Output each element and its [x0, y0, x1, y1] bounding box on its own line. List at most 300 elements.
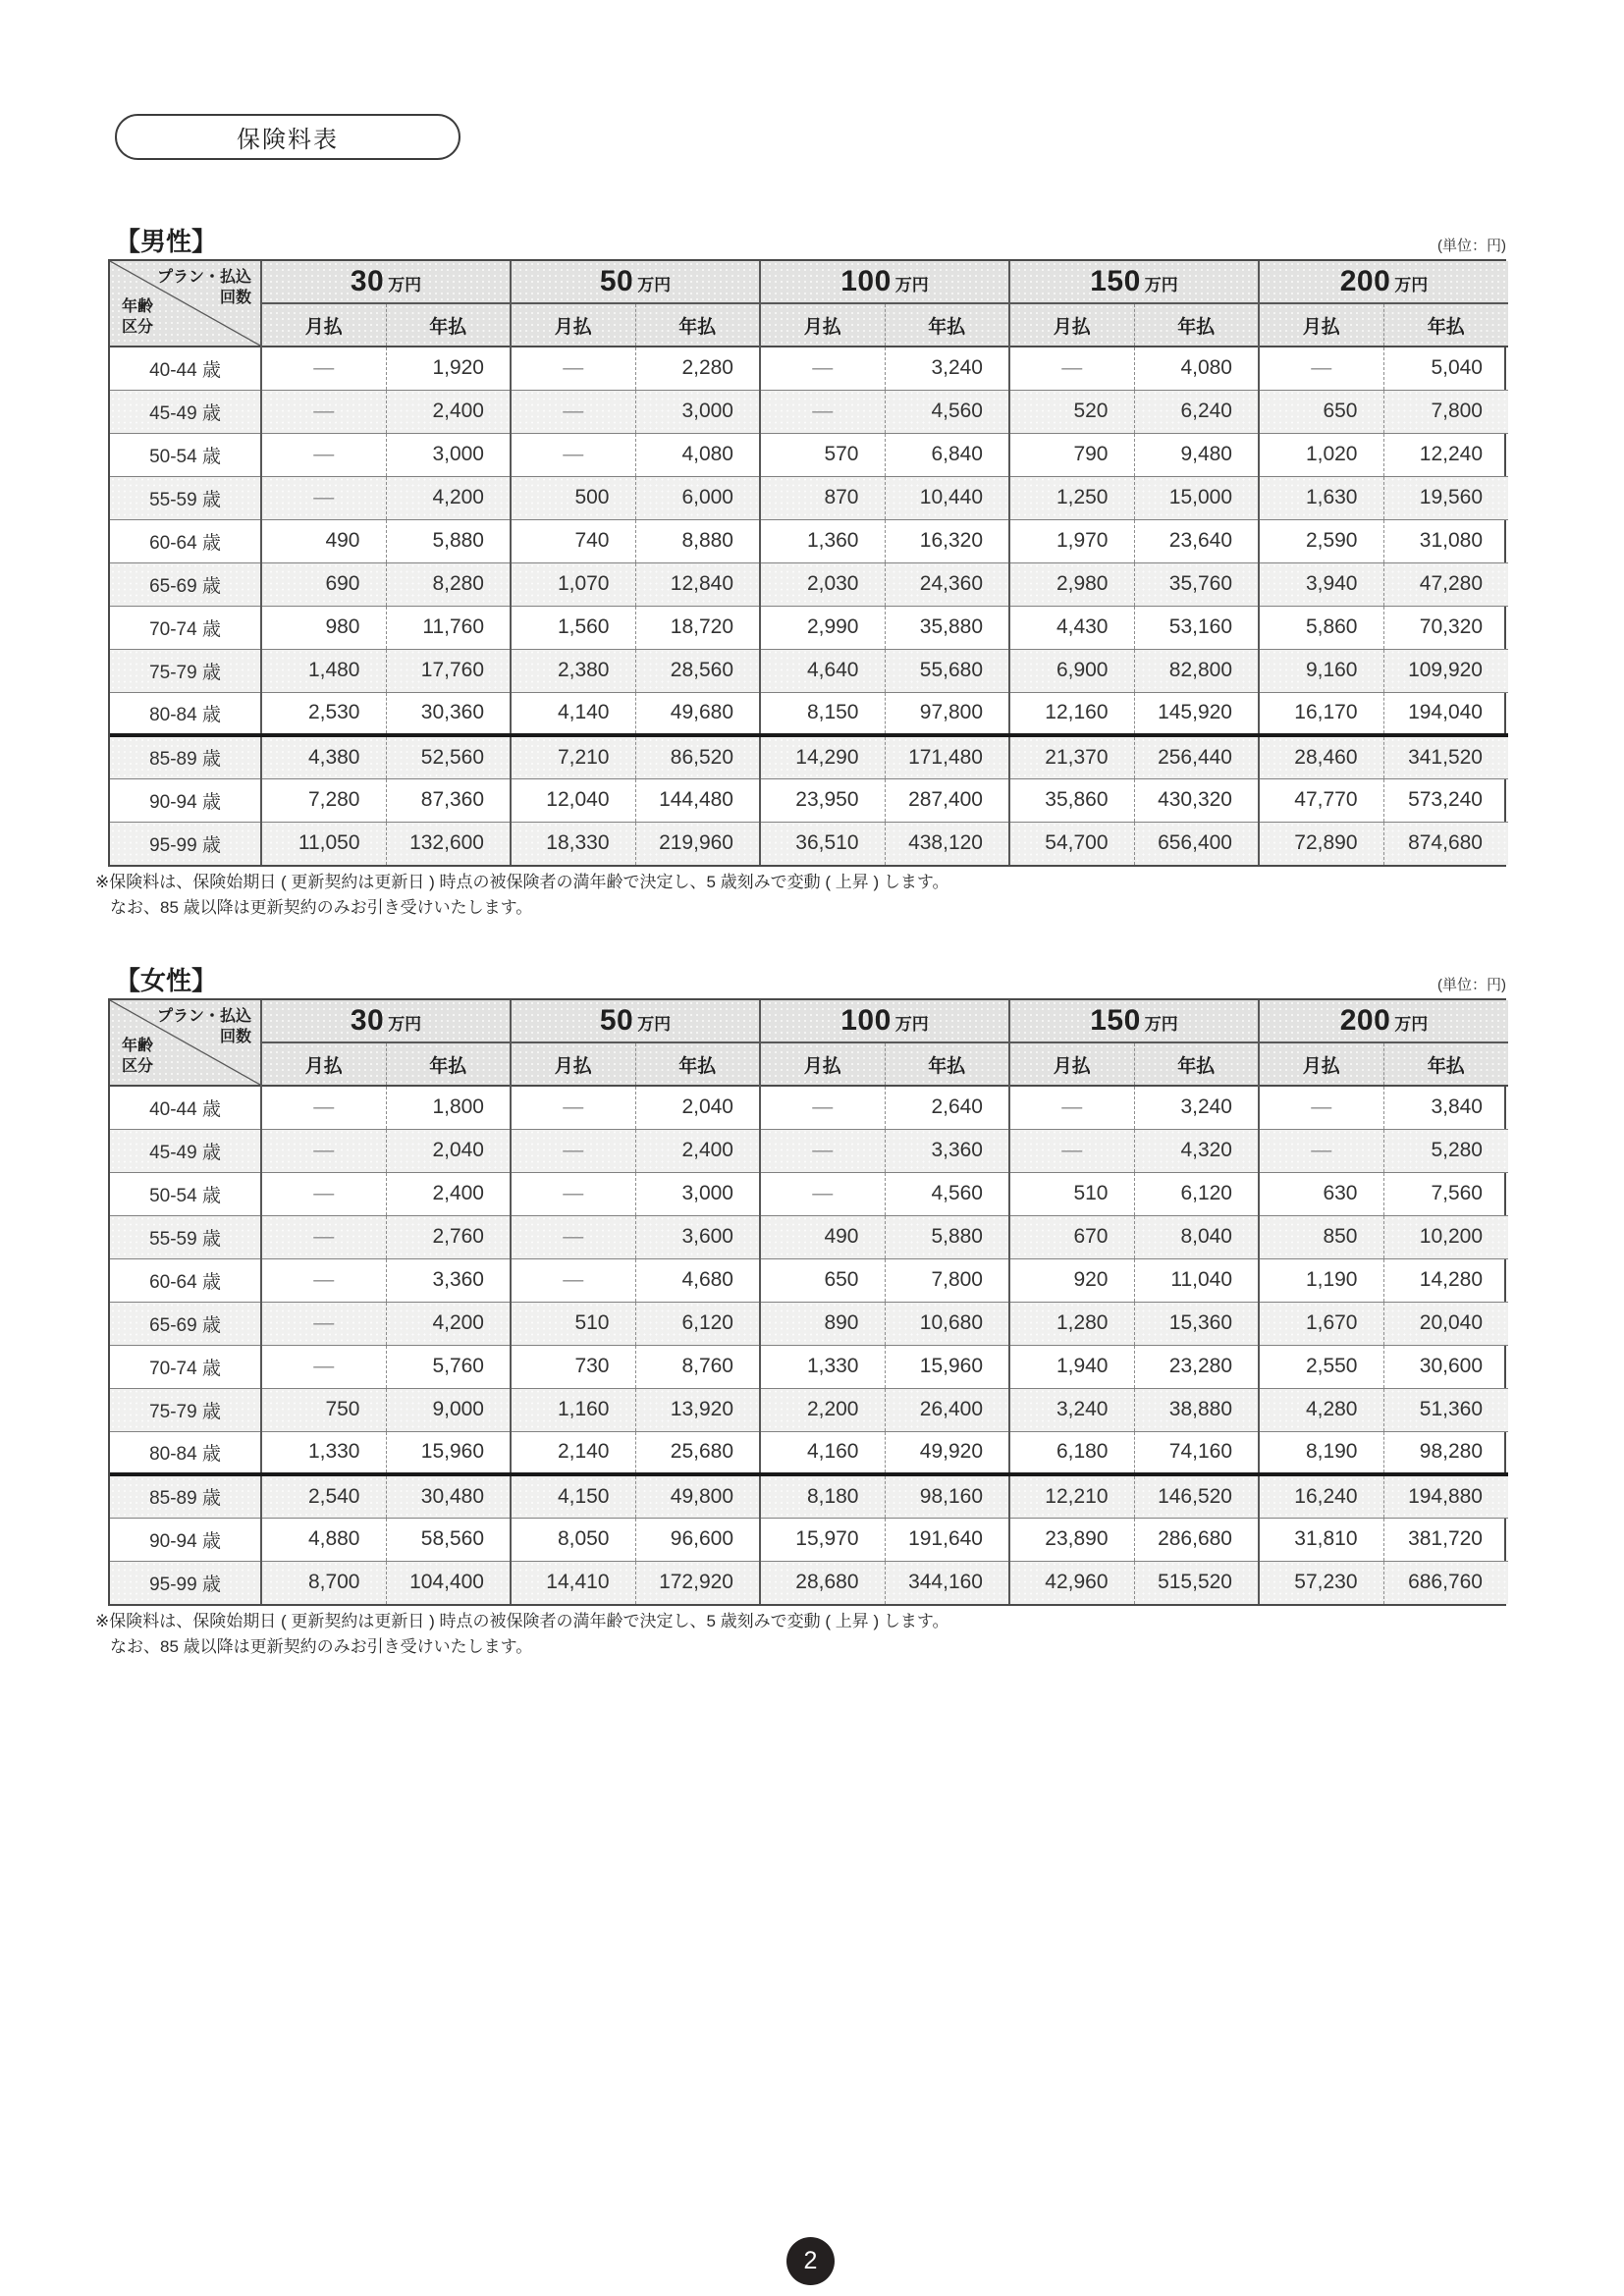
table-row [110, 735, 1508, 778]
premium-value-cell: 30,480 [386, 1474, 511, 1518]
table-row [110, 1086, 1508, 1129]
premium-table [110, 1000, 1508, 1604]
monthly-pay-header: 月払 [760, 303, 885, 347]
premium-value-cell: — [261, 476, 386, 519]
note-line: ※保険料は、保険始期日 ( 更新契約は更新日 ) 時点の被保険者の満年齢で決定し、5 歳刻みで変動 ( 上昇 ) します。 [95, 1612, 949, 1630]
premium-value-cell: 4,160 [760, 1431, 885, 1474]
annual-pay-header: 年払 [386, 303, 511, 347]
premium-value-cell: 7,800 [885, 1258, 1009, 1302]
monthly-pay-header: 月払 [760, 1042, 885, 1086]
premium-value-cell: 2,030 [760, 562, 885, 606]
premium-value-cell: 2,280 [635, 347, 760, 390]
age-band-cell: 85-89 歳 [110, 735, 261, 778]
premium-value-cell: 520 [1009, 390, 1134, 433]
premium-value-cell: 381,720 [1383, 1518, 1508, 1561]
table-row [110, 1302, 1508, 1345]
premium-value-cell: 1,670 [1259, 1302, 1383, 1345]
premium-value-cell: 9,160 [1259, 649, 1383, 692]
premium-value-cell: 15,360 [1134, 1302, 1259, 1345]
premium-value-cell: 2,540 [261, 1474, 386, 1518]
premium-value-cell: — [511, 1258, 635, 1302]
premium-value-cell: 650 [760, 1258, 885, 1302]
premium-value-cell: 5,880 [386, 519, 511, 562]
premium-value-cell: — [261, 1215, 386, 1258]
premium-value-cell: 172,920 [635, 1561, 760, 1604]
premium-value-cell: 1,360 [760, 519, 885, 562]
document-title-box [115, 114, 460, 160]
premium-value-cell: 31,080 [1383, 519, 1508, 562]
annual-pay-header: 年払 [386, 1042, 511, 1086]
age-band-cell: 75-79 歳 [110, 1388, 261, 1431]
premium-value-cell: 4,200 [386, 1302, 511, 1345]
premium-value-cell: 5,760 [386, 1345, 511, 1388]
premium-value-cell: 2,990 [760, 606, 885, 649]
premium-value-cell: 19,560 [1383, 476, 1508, 519]
premium-value-cell: 630 [1259, 1172, 1383, 1215]
age-band-cell: 60-64 歳 [110, 1258, 261, 1302]
plan-amount-header: 200 万円 [1259, 261, 1508, 303]
age-band-cell: 45-49 歳 [110, 1129, 261, 1172]
premium-value-cell: 1,280 [1009, 1302, 1134, 1345]
age-band-cell: 40-44 歳 [110, 347, 261, 390]
premium-value-cell: 8,050 [511, 1518, 635, 1561]
premium-value-cell: 515,520 [1134, 1561, 1259, 1604]
age-band-cell: 80-84 歳 [110, 1431, 261, 1474]
premium-value-cell: — [1009, 1129, 1134, 1172]
premium-value-cell: 286,680 [1134, 1518, 1259, 1561]
plan-amount-header: 150 万円 [1009, 1000, 1259, 1042]
premium-value-cell: 4,140 [511, 692, 635, 735]
premium-value-cell: 82,800 [1134, 649, 1259, 692]
premium-value-cell: 30,600 [1383, 1345, 1508, 1388]
age-band-cell: 55-59 歳 [110, 1215, 261, 1258]
premium-value-cell: 28,560 [635, 649, 760, 692]
premium-value-cell: 26,400 [885, 1388, 1009, 1431]
plan-header-row [110, 261, 1508, 303]
premium-value-cell: 23,890 [1009, 1518, 1134, 1561]
premium-value-cell: 6,000 [635, 476, 760, 519]
premium-value-cell: 6,840 [885, 433, 1009, 476]
corner-label-age: 年齢 区分 [122, 298, 154, 337]
premium-value-cell: 35,860 [1009, 778, 1134, 822]
premium-value-cell: 49,680 [635, 692, 760, 735]
premium-value-cell: — [511, 347, 635, 390]
table-row [110, 1388, 1508, 1431]
table-row [110, 390, 1508, 433]
premium-value-cell: 980 [261, 606, 386, 649]
premium-value-cell: 8,040 [1134, 1215, 1259, 1258]
annual-pay-header: 年払 [1134, 303, 1259, 347]
age-band-cell: 90-94 歳 [110, 778, 261, 822]
plan-header-row [110, 1000, 1508, 1042]
annual-pay-header: 年払 [1134, 1042, 1259, 1086]
plan-amount-header: 50 万円 [511, 1000, 760, 1042]
premium-value-cell: — [1259, 1129, 1383, 1172]
premium-value-cell: 35,760 [1134, 562, 1259, 606]
premium-value-cell: 10,680 [885, 1302, 1009, 1345]
premium-table [110, 261, 1508, 865]
age-band-cell: 60-64 歳 [110, 519, 261, 562]
premium-value-cell: 57,230 [1259, 1561, 1383, 1604]
age-band-cell: 95-99 歳 [110, 822, 261, 865]
premium-value-cell: 194,880 [1383, 1474, 1508, 1518]
age-band-cell: 70-74 歳 [110, 606, 261, 649]
premium-value-cell: 8,760 [635, 1345, 760, 1388]
premium-value-cell: 31,810 [1259, 1518, 1383, 1561]
age-band-cell: 75-79 歳 [110, 649, 261, 692]
premium-value-cell: 6,900 [1009, 649, 1134, 692]
table-row [110, 822, 1508, 865]
premium-value-cell: 2,760 [386, 1215, 511, 1258]
premium-value-cell: 8,180 [760, 1474, 885, 1518]
premium-value-cell: 98,160 [885, 1474, 1009, 1518]
premium-value-cell: 20,040 [1383, 1302, 1508, 1345]
premium-value-cell: 690 [261, 562, 386, 606]
premium-value-cell: 2,040 [635, 1086, 760, 1129]
premium-value-cell: 3,240 [1009, 1388, 1134, 1431]
premium-value-cell: — [261, 1302, 386, 1345]
premium-value-cell: 30,360 [386, 692, 511, 735]
premium-value-cell: 510 [511, 1302, 635, 1345]
premium-value-cell: 3,360 [386, 1258, 511, 1302]
premium-value-cell: — [511, 433, 635, 476]
premium-value-cell: 573,240 [1383, 778, 1508, 822]
premium-value-cell: 36,510 [760, 822, 885, 865]
table-row [110, 1345, 1508, 1388]
premium-value-cell: 171,480 [885, 735, 1009, 778]
premium-value-cell: 10,440 [885, 476, 1009, 519]
annual-pay-header: 年払 [635, 303, 760, 347]
premium-value-cell: 191,640 [885, 1518, 1009, 1561]
monthly-pay-header: 月払 [1259, 1042, 1383, 1086]
premium-value-cell: 4,380 [261, 735, 386, 778]
premium-value-cell: 1,250 [1009, 476, 1134, 519]
male-premium-table-frame [108, 259, 1506, 867]
premium-value-cell: 1,070 [511, 562, 635, 606]
premium-value-cell: 1,330 [261, 1431, 386, 1474]
table-row [110, 692, 1508, 735]
premium-value-cell: 96,600 [635, 1518, 760, 1561]
premium-value-cell: 3,600 [635, 1215, 760, 1258]
table-row [110, 1172, 1508, 1215]
premium-value-cell: 4,080 [1134, 347, 1259, 390]
premium-value-cell: 920 [1009, 1258, 1134, 1302]
male-table-notes [95, 870, 1529, 920]
unit-label: (単位：円) [1437, 238, 1506, 254]
premium-value-cell: 4,880 [261, 1518, 386, 1561]
premium-value-cell: — [511, 1172, 635, 1215]
plan-amount-header: 150 万円 [1009, 261, 1259, 303]
premium-value-cell: 55,680 [885, 649, 1009, 692]
premium-value-cell: 2,200 [760, 1388, 885, 1431]
table-row [110, 778, 1508, 822]
premium-value-cell: 344,160 [885, 1561, 1009, 1604]
age-band-cell: 50-54 歳 [110, 433, 261, 476]
premium-value-cell: 870 [760, 476, 885, 519]
premium-value-cell: 74,160 [1134, 1431, 1259, 1474]
premium-value-cell: 341,520 [1383, 735, 1508, 778]
monthly-pay-header: 月払 [1259, 303, 1383, 347]
age-band-cell: 50-54 歳 [110, 1172, 261, 1215]
premium-value-cell: 510 [1009, 1172, 1134, 1215]
premium-value-cell: 72,890 [1259, 822, 1383, 865]
premium-value-cell: 49,800 [635, 1474, 760, 1518]
premium-value-cell: 12,210 [1009, 1474, 1134, 1518]
premium-value-cell: 430,320 [1134, 778, 1259, 822]
premium-value-cell: 86,520 [635, 735, 760, 778]
premium-value-cell: 287,400 [885, 778, 1009, 822]
age-band-cell: 80-84 歳 [110, 692, 261, 735]
premium-value-cell: 750 [261, 1388, 386, 1431]
premium-value-cell: 1,970 [1009, 519, 1134, 562]
premium-value-cell: 109,920 [1383, 649, 1508, 692]
corner-label-age: 年齢 区分 [122, 1038, 154, 1076]
male-section-title: 【男性】 [115, 227, 218, 256]
premium-value-cell: 25,680 [635, 1431, 760, 1474]
premium-value-cell: 23,280 [1134, 1345, 1259, 1388]
premium-value-cell: 11,760 [386, 606, 511, 649]
premium-value-cell: 98,280 [1383, 1431, 1508, 1474]
premium-value-cell: 6,120 [1134, 1172, 1259, 1215]
premium-value-cell: 4,680 [635, 1258, 760, 1302]
table-row [110, 1518, 1508, 1561]
monthly-pay-header: 月払 [1009, 303, 1134, 347]
premium-value-cell: 4,280 [1259, 1388, 1383, 1431]
premium-value-cell: 10,200 [1383, 1215, 1508, 1258]
female-table-notes [95, 1609, 1529, 1659]
premium-value-cell: 6,240 [1134, 390, 1259, 433]
premium-value-cell: 12,840 [635, 562, 760, 606]
female-section-title: 【女性】 [115, 966, 218, 995]
monthly-pay-header: 月払 [511, 1042, 635, 1086]
document-title: 保険料表 [237, 127, 339, 153]
premium-value-cell: 3,240 [1134, 1086, 1259, 1129]
premium-value-cell: 4,640 [760, 649, 885, 692]
age-band-cell: 70-74 歳 [110, 1345, 261, 1388]
premium-value-cell: 28,460 [1259, 735, 1383, 778]
premium-value-cell: 5,880 [885, 1215, 1009, 1258]
premium-value-cell: 16,170 [1259, 692, 1383, 735]
premium-value-cell: — [760, 347, 885, 390]
premium-value-cell: 2,380 [511, 649, 635, 692]
premium-value-cell: — [760, 1086, 885, 1129]
plan-amount-header: 50 万円 [511, 261, 760, 303]
premium-value-cell: 23,950 [760, 778, 885, 822]
premium-value-cell: 12,040 [511, 778, 635, 822]
premium-value-cell: 740 [511, 519, 635, 562]
premium-value-cell: 219,960 [635, 822, 760, 865]
table-row [110, 476, 1508, 519]
premium-value-cell: 14,410 [511, 1561, 635, 1604]
premium-value-cell: 4,150 [511, 1474, 635, 1518]
premium-value-cell: — [511, 1215, 635, 1258]
premium-value-cell: — [261, 1345, 386, 1388]
premium-value-cell: 11,050 [261, 822, 386, 865]
note-line: ※保険料は、保険始期日 ( 更新契約は更新日 ) 時点の被保険者の満年齢で決定し、5 歳刻みで変動 ( 上昇 ) します。 [95, 873, 949, 891]
premium-value-cell: 104,400 [386, 1561, 511, 1604]
annual-pay-header: 年払 [885, 303, 1009, 347]
age-band-cell: 40-44 歳 [110, 1086, 261, 1129]
premium-value-cell: 2,590 [1259, 519, 1383, 562]
monthly-pay-header: 月払 [1009, 1042, 1134, 1086]
premium-value-cell: 7,800 [1383, 390, 1508, 433]
premium-value-cell: — [261, 390, 386, 433]
premium-value-cell: 17,760 [386, 649, 511, 692]
premium-value-cell: 2,400 [386, 1172, 511, 1215]
premium-value-cell: 18,720 [635, 606, 760, 649]
premium-value-cell: 11,040 [1134, 1258, 1259, 1302]
table-row [110, 519, 1508, 562]
premium-value-cell: — [760, 1129, 885, 1172]
plan-amount-header: 200 万円 [1259, 1000, 1508, 1042]
premium-value-cell: 13,920 [635, 1388, 760, 1431]
note-line: なお、85 歳以降は更新契約のみお引き受けいたします。 [110, 1636, 533, 1656]
premium-value-cell: 490 [261, 519, 386, 562]
premium-value-cell: 8,150 [760, 692, 885, 735]
premium-value-cell: 42,960 [1009, 1561, 1134, 1604]
table-row [110, 649, 1508, 692]
annual-pay-header: 年払 [1383, 303, 1508, 347]
plan-amount-header: 100 万円 [760, 1000, 1009, 1042]
premium-value-cell: 5,860 [1259, 606, 1383, 649]
premium-value-cell: 54,700 [1009, 822, 1134, 865]
premium-value-cell: 23,640 [1134, 519, 1259, 562]
age-band-cell: 85-89 歳 [110, 1474, 261, 1518]
monthly-pay-header: 月払 [261, 1042, 386, 1086]
premium-value-cell: 730 [511, 1345, 635, 1388]
premium-value-cell: 2,140 [511, 1431, 635, 1474]
premium-value-cell: — [261, 1172, 386, 1215]
plan-age-corner-header [110, 261, 261, 347]
premium-value-cell: — [760, 1172, 885, 1215]
premium-value-cell: 1,920 [386, 347, 511, 390]
premium-value-cell: 9,000 [386, 1388, 511, 1431]
premium-value-cell: 7,280 [261, 778, 386, 822]
premium-value-cell: 16,320 [885, 519, 1009, 562]
premium-value-cell: 3,000 [386, 433, 511, 476]
premium-value-cell: 18,330 [511, 822, 635, 865]
premium-value-cell: 2,640 [885, 1086, 1009, 1129]
premium-value-cell: 12,240 [1383, 433, 1508, 476]
premium-value-cell: 15,960 [386, 1431, 511, 1474]
premium-value-cell: — [511, 1086, 635, 1129]
premium-value-cell: 3,000 [635, 390, 760, 433]
premium-value-cell: 490 [760, 1215, 885, 1258]
premium-value-cell: 9,480 [1134, 433, 1259, 476]
premium-value-cell: 145,920 [1134, 692, 1259, 735]
age-band-cell: 65-69 歳 [110, 562, 261, 606]
premium-value-cell: 8,190 [1259, 1431, 1383, 1474]
premium-value-cell: 15,960 [885, 1345, 1009, 1388]
table-row [110, 1474, 1508, 1518]
premium-value-cell: 438,120 [885, 822, 1009, 865]
table-row [110, 1561, 1508, 1604]
age-band-cell: 45-49 歳 [110, 390, 261, 433]
premium-value-cell: 670 [1009, 1215, 1134, 1258]
unit-label: (単位：円) [1437, 977, 1506, 993]
premium-value-cell: 7,210 [511, 735, 635, 778]
premium-value-cell: 6,120 [635, 1302, 760, 1345]
premium-value-cell: — [1009, 347, 1134, 390]
premium-value-cell: 3,360 [885, 1129, 1009, 1172]
premium-value-cell: 500 [511, 476, 635, 519]
premium-value-cell: 53,160 [1134, 606, 1259, 649]
premium-value-cell: — [511, 390, 635, 433]
annual-pay-header: 年払 [1383, 1042, 1508, 1086]
premium-value-cell: 4,560 [885, 390, 1009, 433]
premium-value-cell: 656,400 [1134, 822, 1259, 865]
premium-value-cell: 15,970 [760, 1518, 885, 1561]
premium-value-cell: 58,560 [386, 1518, 511, 1561]
premium-value-cell: 4,560 [885, 1172, 1009, 1215]
payment-type-header-row [110, 1042, 1508, 1086]
female-section-header [115, 961, 1506, 997]
age-band-cell: 90-94 歳 [110, 1518, 261, 1561]
premium-value-cell: 35,880 [885, 606, 1009, 649]
plan-amount-header: 30 万円 [261, 261, 511, 303]
premium-value-cell: 1,160 [511, 1388, 635, 1431]
premium-value-cell: 6,180 [1009, 1431, 1134, 1474]
premium-value-cell: 1,940 [1009, 1345, 1134, 1388]
premium-value-cell: 8,700 [261, 1561, 386, 1604]
payment-type-header-row [110, 303, 1508, 347]
annual-pay-header: 年払 [885, 1042, 1009, 1086]
premium-value-cell: — [261, 347, 386, 390]
age-band-cell: 95-99 歳 [110, 1561, 261, 1604]
premium-value-cell: 2,550 [1259, 1345, 1383, 1388]
table-row [110, 562, 1508, 606]
premium-value-cell: 12,160 [1009, 692, 1134, 735]
note-line: なお、85 歳以降は更新契約のみお引き受けいたします。 [110, 897, 533, 917]
premium-value-cell: 38,880 [1134, 1388, 1259, 1431]
premium-value-cell: 2,980 [1009, 562, 1134, 606]
table-row [110, 1129, 1508, 1172]
premium-value-cell: 2,400 [386, 390, 511, 433]
premium-value-cell: 47,280 [1383, 562, 1508, 606]
premium-value-cell: — [261, 1086, 386, 1129]
premium-value-cell: 49,920 [885, 1431, 1009, 1474]
monthly-pay-header: 月払 [261, 303, 386, 347]
premium-value-cell: 256,440 [1134, 735, 1259, 778]
premium-value-cell: 3,840 [1383, 1086, 1508, 1129]
premium-value-cell: — [261, 1129, 386, 1172]
premium-value-cell: 4,430 [1009, 606, 1134, 649]
premium-value-cell: 1,480 [261, 649, 386, 692]
premium-value-cell: 70,320 [1383, 606, 1508, 649]
premium-value-cell: 146,520 [1134, 1474, 1259, 1518]
table-row [110, 606, 1508, 649]
page-number-badge [786, 2237, 835, 2285]
premium-value-cell: 8,880 [635, 519, 760, 562]
table-row [110, 1215, 1508, 1258]
premium-value-cell: 3,940 [1259, 562, 1383, 606]
premium-value-cell: 5,040 [1383, 347, 1508, 390]
premium-value-cell: 3,000 [635, 1172, 760, 1215]
premium-value-cell: 570 [760, 433, 885, 476]
premium-value-cell: — [261, 433, 386, 476]
premium-value-cell: 874,680 [1383, 822, 1508, 865]
premium-value-cell: 132,600 [386, 822, 511, 865]
premium-value-cell: 15,000 [1134, 476, 1259, 519]
premium-value-cell: 8,280 [386, 562, 511, 606]
premium-value-cell: 21,370 [1009, 735, 1134, 778]
premium-value-cell: — [760, 390, 885, 433]
monthly-pay-header: 月払 [511, 303, 635, 347]
premium-value-cell: 87,360 [386, 778, 511, 822]
premium-value-cell: 650 [1259, 390, 1383, 433]
premium-value-cell: 7,560 [1383, 1172, 1508, 1215]
premium-value-cell: 686,760 [1383, 1561, 1508, 1604]
